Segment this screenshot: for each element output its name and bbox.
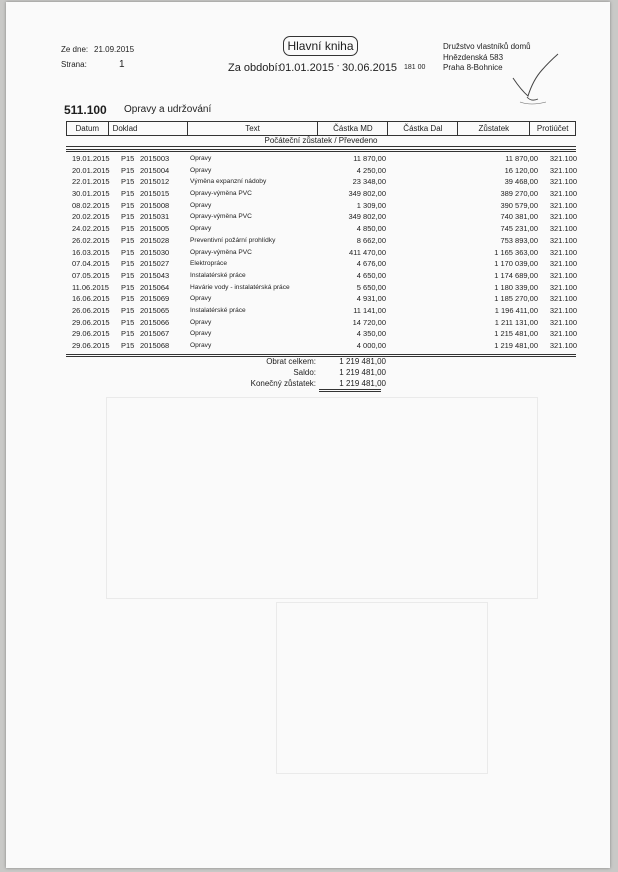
postal-code: 181 00	[404, 64, 426, 71]
row-balance: 39 468,00	[504, 177, 538, 187]
row-contra-account: 321.100	[549, 282, 577, 292]
row-date: 16.03.2015	[72, 247, 110, 257]
row-contra-account: 321.100	[549, 235, 577, 245]
row-series: P15	[121, 235, 135, 245]
row-contra-account: 321.100	[549, 154, 577, 163]
row-doc: 2015043	[140, 270, 170, 280]
ledger-header	[66, 121, 576, 136]
ledger-row	[66, 235, 586, 247]
ledger-row	[66, 176, 586, 188]
row-amount-md: 23 348,00	[352, 177, 386, 187]
row-contra-account: 321.100	[549, 259, 577, 269]
row-amount-md: 4 931,00	[356, 294, 386, 304]
date-value: 21.09.2015	[94, 45, 135, 54]
row-contra-account: 321.100	[549, 305, 577, 315]
ledger-row	[66, 270, 586, 282]
row-amount-md: 4 250,00	[356, 165, 386, 175]
row-doc: 2015030	[140, 247, 170, 257]
row-contra-account: 321.100	[549, 177, 577, 187]
row-series: P15	[121, 329, 135, 339]
row-text: Opravy-výměna PVC	[190, 248, 252, 256]
row-balance: 390 579,00	[500, 200, 538, 210]
page-number: 1	[119, 59, 125, 70]
row-series: P15	[121, 224, 135, 234]
row-date: 07.05.2015	[72, 270, 110, 280]
ledger-row	[66, 293, 586, 305]
opening-balance-row: Počáteční zůstatek / Převedeno	[66, 135, 576, 147]
ledger-row	[66, 328, 586, 340]
row-doc: 2015005	[140, 224, 170, 234]
row-date: 20.01.2015	[72, 165, 110, 175]
ledger-row	[66, 200, 586, 212]
row-balance: 1 185 270,00	[494, 294, 538, 304]
account-number: 511.100	[64, 103, 107, 117]
col-datum: Datum	[67, 122, 109, 136]
row-text: Opravy-výměna PVC	[190, 190, 252, 198]
row-amount-md: 4 676,00	[356, 259, 386, 269]
page-title: Hlavní kniha	[283, 36, 358, 56]
row-date: 07.04.2015	[72, 259, 110, 269]
header-divider	[66, 149, 576, 150]
row-amount-md: 11 141,00	[353, 305, 386, 315]
row-contra-account: 321.100	[549, 294, 577, 304]
period-from: 01.01.2015	[279, 62, 335, 74]
row-doc: 2015004	[140, 165, 170, 175]
row-contra-account: 321.100	[549, 317, 577, 327]
row-doc: 2015031	[140, 212, 170, 222]
row-series: P15	[121, 177, 135, 187]
obrat-value: 1 219 481,00	[339, 357, 386, 366]
org-street: Hnězdenská 583	[443, 53, 504, 62]
col-zustatek: Zůstatek	[458, 122, 530, 136]
ledger-row	[66, 317, 586, 329]
row-date: 19.01.2015	[72, 154, 110, 163]
row-series: P15	[121, 259, 135, 269]
row-series: P15	[121, 270, 135, 280]
row-doc: 2015068	[140, 341, 170, 350]
row-series: P15	[121, 247, 135, 257]
row-text: Instalatérské práce	[190, 306, 246, 314]
row-contra-account: 321.100	[549, 189, 577, 199]
row-series: P15	[121, 212, 135, 222]
ledger-row	[66, 305, 586, 317]
row-series: P15	[121, 341, 135, 350]
row-doc: 2015067	[140, 329, 170, 339]
row-text: Opravy	[190, 330, 212, 338]
col-castka-dal: Částka Dal	[388, 122, 458, 136]
row-doc: 2015027	[140, 259, 170, 269]
row-date: 26.06.2015	[72, 305, 110, 315]
ledger-row	[66, 223, 586, 235]
row-balance: 753 893,00	[500, 235, 538, 245]
row-contra-account: 321.100	[549, 341, 577, 350]
row-doc: 2015064	[140, 282, 170, 292]
row-balance: 1 215 481,00	[494, 329, 538, 339]
row-contra-account: 321.100	[549, 247, 577, 257]
row-date: 29.06.2015	[72, 329, 110, 339]
row-text: Opravy	[190, 342, 212, 349]
row-text: Elektropráce	[190, 260, 228, 268]
org-name: Družstvo vlastníků domů	[443, 42, 531, 51]
ledger-row	[66, 258, 586, 270]
row-balance: 11 870,00	[505, 154, 538, 163]
row-amount-md: 4 000,00	[356, 341, 386, 350]
row-balance: 745 231,00	[500, 224, 538, 234]
page-label: Strana:	[61, 60, 87, 69]
row-balance: 1 219 481,00	[494, 341, 538, 350]
row-series: P15	[121, 165, 135, 175]
row-contra-account: 321.100	[549, 270, 577, 280]
row-balance: 1 196 411,00	[494, 305, 538, 315]
row-balance: 740 381,00	[500, 212, 538, 222]
ledger-row	[66, 282, 586, 294]
row-text: Opravy	[190, 201, 212, 209]
row-date: 20.02.2015	[72, 212, 110, 222]
row-amount-md: 349 802,00	[348, 189, 386, 199]
row-text: Opravy	[190, 166, 212, 174]
total-underline	[319, 391, 381, 392]
ledger-page	[6, 2, 610, 868]
row-balance: 16 120,00	[504, 165, 538, 175]
row-text: Opravy	[190, 318, 212, 326]
ledger-row	[66, 247, 586, 259]
period-separator: -	[337, 63, 340, 70]
row-contra-account: 321.100	[549, 200, 577, 210]
period-label: Za období:	[228, 62, 281, 74]
row-doc: 2015015	[140, 189, 170, 199]
show-through	[106, 397, 538, 599]
row-text: Opravy-výměna PVC	[190, 213, 252, 221]
konecny-value: 1 219 481,00	[339, 379, 386, 388]
row-date: 29.06.2015	[72, 341, 110, 350]
saldo-value: 1 219 481,00	[339, 368, 386, 377]
row-date: 08.02.2015	[72, 200, 110, 210]
row-text: Opravy	[190, 155, 212, 162]
ledger-row	[66, 188, 586, 200]
footer-divider	[66, 354, 576, 355]
obrat-label: Obrat celkem:	[266, 357, 316, 366]
ledger-row	[66, 153, 586, 165]
saldo-label: Saldo:	[293, 368, 316, 377]
row-series: P15	[121, 189, 135, 199]
row-date: 11.06.2015	[72, 282, 109, 292]
row-series: P15	[121, 200, 135, 210]
row-amount-md: 1 309,00	[356, 200, 386, 210]
row-balance: 1 180 339,00	[494, 282, 538, 292]
org-city: Praha 8-Bohnice	[443, 63, 503, 72]
row-contra-account: 321.100	[549, 224, 577, 234]
col-text: Text	[187, 122, 318, 136]
row-amount-md: 411 470,00	[349, 247, 386, 257]
row-text: Instalatérské práce	[190, 271, 246, 279]
footer-divider	[66, 356, 576, 357]
row-date: 22.01.2015	[72, 177, 110, 187]
row-doc: 2015028	[140, 235, 170, 245]
row-amount-md: 4 850,00	[356, 224, 386, 234]
row-date: 16.06.2015	[72, 294, 110, 304]
row-series: P15	[121, 154, 135, 163]
row-balance: 1 165 363,00	[494, 247, 538, 257]
row-doc: 2015065	[140, 305, 170, 315]
total-underline	[319, 389, 381, 390]
date-label: Ze dne:	[61, 45, 89, 54]
row-text: Opravy	[190, 295, 212, 303]
row-amount-md: 349 802,00	[348, 212, 386, 222]
row-amount-md: 11 870,00	[353, 154, 386, 163]
row-balance: 1 170 039,00	[494, 259, 538, 269]
signature-mark	[511, 52, 561, 107]
row-doc: 2015066	[140, 317, 170, 327]
row-text: Havárie vody - instalatérská práce	[190, 283, 290, 291]
row-doc: 2015012	[140, 177, 170, 187]
account-name: Opravy a udržování	[124, 104, 212, 115]
ledger-rows	[66, 153, 586, 352]
show-through	[276, 602, 488, 774]
row-doc: 2015069	[140, 294, 170, 304]
row-amount-md: 14 720,00	[352, 317, 386, 327]
row-text: Opravy	[190, 225, 212, 233]
period-to: 30.06.2015	[342, 62, 398, 74]
row-doc: 2015003	[140, 154, 170, 163]
row-amount-md: 8 662,00	[356, 235, 386, 245]
row-series: P15	[121, 317, 135, 327]
row-doc: 2015008	[140, 200, 170, 210]
row-date: 29.06.2015	[72, 317, 110, 327]
row-balance: 389 270,00	[500, 189, 538, 199]
row-date: 24.02.2015	[72, 224, 110, 234]
row-amount-md: 4 350,00	[356, 329, 386, 339]
row-amount-md: 4 650,00	[356, 270, 386, 280]
col-castka-md: Částka MD	[318, 122, 388, 136]
ledger-row	[66, 211, 586, 223]
row-balance: 1 211 131,00	[494, 317, 538, 327]
row-series: P15	[121, 305, 135, 315]
header-divider	[66, 151, 576, 152]
row-series: P15	[121, 294, 135, 304]
col-doklad: Doklad	[108, 122, 187, 136]
row-date: 26.02.2015	[72, 235, 110, 245]
row-contra-account: 321.100	[549, 329, 577, 339]
row-amount-md: 5 650,00	[356, 282, 386, 292]
ledger-row	[66, 165, 586, 177]
row-text: Preventivní požární prohlídky	[190, 236, 276, 244]
konecny-label: Konečný zůstatek:	[250, 379, 316, 388]
row-date: 30.01.2015	[72, 189, 110, 199]
ledger-row	[66, 340, 586, 352]
row-contra-account: 321.100	[549, 165, 577, 175]
row-balance: 1 174 689,00	[494, 270, 538, 280]
row-series: P15	[121, 282, 135, 292]
row-contra-account: 321.100	[549, 212, 577, 222]
col-protiucet: Protiúčet	[530, 122, 576, 136]
row-text: Výměna expanzní nádoby	[190, 178, 267, 186]
